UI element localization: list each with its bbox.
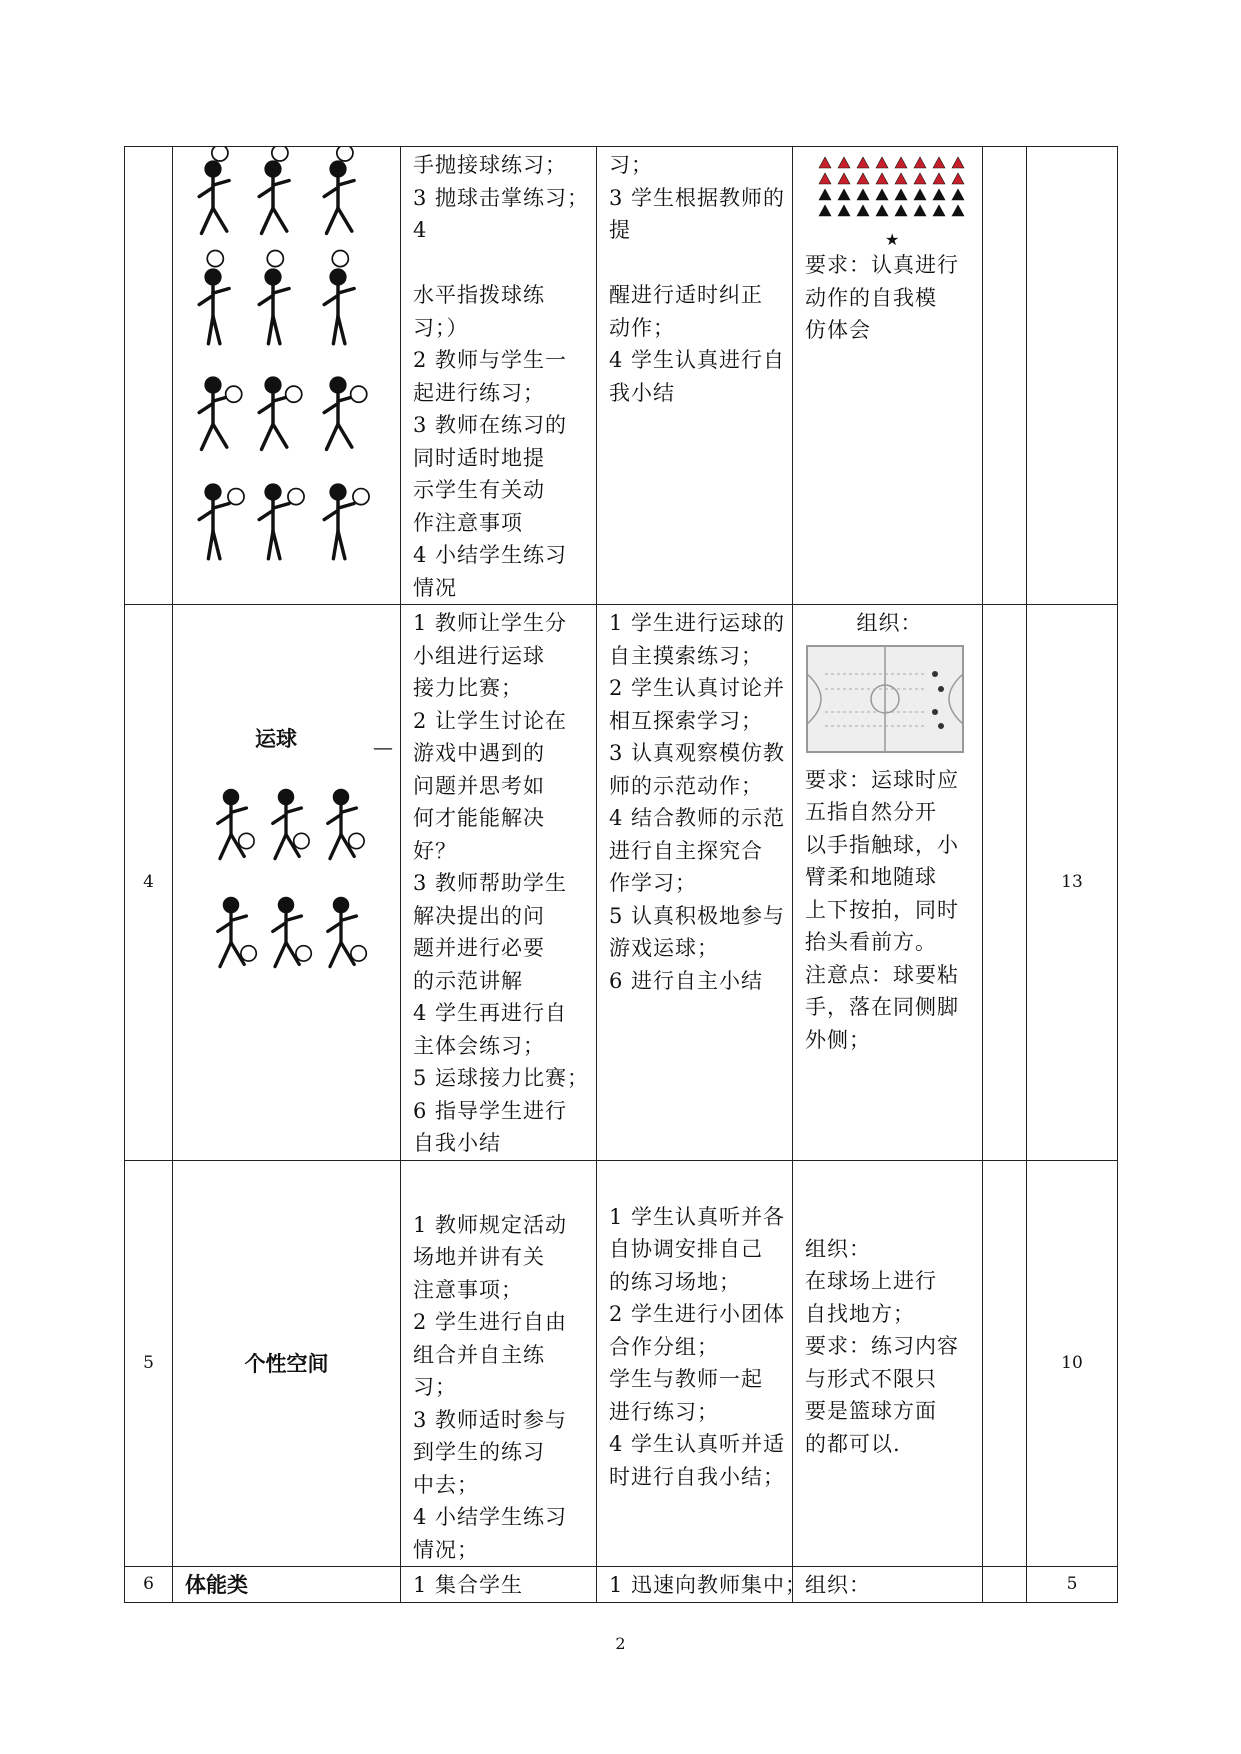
text-line: 习； xyxy=(413,1375,457,1399)
student-triangle-icon xyxy=(952,157,964,168)
player-figure-icon xyxy=(324,147,354,233)
page-number: 2 xyxy=(615,1634,626,1653)
text-line: 小组进行运球 xyxy=(413,643,545,668)
student-triangle-icon xyxy=(914,189,926,200)
content-cell xyxy=(173,147,401,605)
student-activity-cell xyxy=(597,147,793,605)
text-line: 醒进行适时纠正 xyxy=(609,283,763,307)
court-diagram-icon xyxy=(805,644,965,754)
empty-cell xyxy=(983,605,1027,1161)
text-line: 要求：练习内容 xyxy=(805,1334,959,1358)
text-line: 注意点：球要粘 xyxy=(805,962,959,987)
text-line: 3 抛球击掌练习； xyxy=(413,185,590,210)
text-line: 中去； xyxy=(413,1472,479,1497)
teaching-method-cell xyxy=(401,1160,597,1567)
student-triangle-icon xyxy=(876,157,888,168)
row-number: 6 xyxy=(125,1567,173,1603)
text-line: 上下按拍，同时 xyxy=(805,897,959,922)
player-figure-icon xyxy=(218,790,254,858)
time-cell: 10 xyxy=(1027,1160,1118,1567)
text-line: 相互探索学习； xyxy=(609,708,763,733)
player-figure-icon xyxy=(328,898,367,966)
text-line: 五指自然分开 xyxy=(805,800,937,824)
player-figure-icon xyxy=(259,251,289,344)
text-line: 作学习； xyxy=(609,871,697,895)
player-figure-icon xyxy=(199,485,244,559)
player-figure-icon xyxy=(199,378,242,449)
text-line: 3 认真观察模仿教 xyxy=(609,741,786,765)
student-triangle-icon xyxy=(952,205,964,216)
text-line: 4 学生认真进行自 xyxy=(609,348,786,372)
student-triangle-icon xyxy=(933,173,945,184)
student-triangle-icon xyxy=(952,189,964,200)
text-line: 2 学生进行小团体 xyxy=(609,1302,786,1326)
text-line: 4 学生再进行自 xyxy=(413,1001,568,1025)
content-title: 运球 xyxy=(255,727,297,751)
text-line: 情况 xyxy=(413,575,457,600)
player-figure-icon xyxy=(218,898,256,966)
text-line: 在球场上进行 xyxy=(805,1269,937,1293)
text-line: 合作分组； xyxy=(609,1334,719,1359)
text-line: 的示范讲解 xyxy=(413,968,523,993)
text-line: 进行练习； xyxy=(609,1399,719,1424)
content-title: 体能类 xyxy=(185,1573,248,1598)
text-line: 好？ xyxy=(413,838,457,863)
student-triangle-icon xyxy=(933,157,945,168)
text-line: 2 让学生讨论在 xyxy=(413,708,568,733)
text-line: 1 教师让学生分 xyxy=(413,611,568,635)
student-triangle-icon xyxy=(819,205,831,216)
player-figure-icon xyxy=(259,378,302,449)
student-triangle-icon xyxy=(857,189,869,200)
text-line: 3 学生根据教师的 xyxy=(609,185,786,210)
student-triangle-icon xyxy=(857,157,869,168)
time-cell xyxy=(1027,147,1118,605)
text-line: 4 小结学生练习 xyxy=(413,1505,568,1529)
text-line: 组合并自主练 xyxy=(413,1342,545,1367)
text-line: 6 进行自主小结 xyxy=(609,968,764,993)
text-line: 1 学生认真听并各 xyxy=(609,1204,786,1229)
text-line: 提 xyxy=(609,218,631,242)
student-triangle-icon xyxy=(895,189,907,200)
text-line: 师的示范动作； xyxy=(609,773,763,798)
text-line: 4 学生认真听并适 xyxy=(609,1432,786,1456)
text-line: 组织： xyxy=(805,1573,871,1597)
text-line: 情况； xyxy=(413,1537,479,1562)
time-cell: 13 xyxy=(1027,605,1118,1161)
student-triangle-icon xyxy=(914,157,926,168)
juggling-figures-icon xyxy=(173,147,399,587)
text-line: 要求：运球时应 xyxy=(805,767,959,792)
text-line: 水平指拨球练 xyxy=(413,283,545,307)
text-line: 自协调安排自己 xyxy=(609,1237,763,1261)
text-line: 自主摸索练习； xyxy=(609,643,763,668)
organization-cell xyxy=(793,605,983,1161)
student-triangle-icon xyxy=(838,173,850,184)
text-line: 我小结 xyxy=(609,380,675,405)
student-triangle-icon xyxy=(952,173,964,184)
text-line: 3 教师适时参与 xyxy=(413,1407,568,1432)
student-activity-cell xyxy=(597,1160,793,1567)
text-line: 动作的自我模 xyxy=(805,285,937,310)
student-triangle-icon xyxy=(819,157,831,168)
text-line xyxy=(609,247,784,280)
text-line: 学生与教师一起 xyxy=(609,1367,763,1391)
text-line: 手，落在同侧脚 xyxy=(805,995,959,1019)
teaching-method-cell xyxy=(401,147,597,605)
student-triangle-icon xyxy=(857,173,869,184)
player-figure-icon xyxy=(199,251,229,344)
text-line: 时进行自我小结； xyxy=(609,1464,785,1489)
text-line: 以手指触球，小 xyxy=(805,832,959,857)
student-activity-cell xyxy=(597,605,793,1161)
content-cell xyxy=(173,1160,401,1567)
text-line: 4 结合教师的示范 xyxy=(609,806,786,830)
student-triangle-icon xyxy=(876,205,888,216)
text-line: 1 教师规定活动 xyxy=(413,1212,568,1237)
text-line: 4 xyxy=(413,218,428,242)
text-line: 1 集合学生 xyxy=(413,1573,524,1597)
text-line: 主体会练习； xyxy=(413,1033,545,1058)
content-cell xyxy=(173,605,401,1161)
student-triangle-icon xyxy=(933,205,945,216)
student-triangle-icon xyxy=(895,157,907,168)
student-triangle-icon xyxy=(876,189,888,200)
empty-cell xyxy=(983,147,1027,605)
student-triangle-icon xyxy=(895,173,907,184)
text-line: 何才能能解决 xyxy=(413,806,545,830)
text-line: 题并进行必要 xyxy=(413,936,545,960)
student-activity-cell xyxy=(597,1567,808,1603)
text-line: 习；） xyxy=(413,315,469,340)
text-line: 的练习场地； xyxy=(609,1269,741,1294)
text-line: 4 小结学生练习 xyxy=(413,543,568,567)
empty-cell xyxy=(983,1567,1027,1603)
organization-cell xyxy=(793,147,983,605)
text-line: 2 教师与学生一 xyxy=(413,348,568,372)
organization-heading: 组织： xyxy=(856,611,923,635)
organization-cell xyxy=(793,1567,983,1603)
text-line: 外侧； xyxy=(805,1027,871,1052)
dash-mark: — xyxy=(373,735,393,759)
student-triangle-icon xyxy=(838,157,850,168)
row-number: 4 xyxy=(125,605,173,1161)
player-figure-icon xyxy=(324,378,367,449)
text-line: 1 学生进行运球的 xyxy=(609,611,786,635)
player-figure-icon xyxy=(273,790,309,858)
table-row xyxy=(125,605,1118,1161)
player-figure-icon xyxy=(199,147,229,233)
table-row xyxy=(125,1567,1118,1603)
player-figure-icon xyxy=(259,147,289,233)
player-figure-icon xyxy=(324,251,354,344)
text-line: 习； xyxy=(609,153,653,177)
text-line: 5 运球接力比赛； xyxy=(413,1066,590,1090)
text-line: 注意事项； xyxy=(413,1277,523,1302)
text-line: 组织： xyxy=(805,1236,871,1261)
student-triangle-icon xyxy=(895,205,907,216)
player-figure-icon xyxy=(328,790,364,858)
text-line: 手抛接球练习； xyxy=(413,153,567,177)
player-figure-icon xyxy=(324,485,369,559)
text-line: 到学生的练习 xyxy=(413,1440,545,1464)
text-line: 仿体会 xyxy=(805,318,871,342)
lesson-plan-table xyxy=(124,146,1118,1603)
text-line: 臂柔和地随球 xyxy=(805,865,937,889)
text-line: 6 指导学生进行 xyxy=(413,1098,568,1123)
teaching-method-cell xyxy=(401,1567,597,1603)
empty-cell xyxy=(983,1160,1027,1567)
text-line: 场地并讲有关 xyxy=(413,1245,545,1269)
text-line: 的都可以. xyxy=(805,1431,901,1456)
student-triangle-icon xyxy=(838,205,850,216)
row-number xyxy=(125,147,173,605)
text-line: 3 教师帮助学生 xyxy=(413,871,568,895)
text-line: 1 迅速向教师集中； xyxy=(609,1573,808,1597)
text-line: 起进行练习； xyxy=(413,380,545,405)
table-row xyxy=(125,1160,1118,1567)
student-triangle-icon xyxy=(819,173,831,184)
time-cell: 5 xyxy=(1027,1567,1118,1603)
text-line: 接力比赛； xyxy=(413,676,523,700)
table-row xyxy=(125,147,1118,605)
text-line: 抬头看前方。 xyxy=(805,930,937,954)
organization-cell xyxy=(793,1160,983,1567)
text-line: 进行自主探究合 xyxy=(609,838,763,863)
player-figure-icon xyxy=(259,485,304,559)
student-triangle-icon xyxy=(838,189,850,200)
text-line: 示学生有关动 xyxy=(413,478,545,502)
text-line: 同时适时地提 xyxy=(413,445,545,470)
text-line: 2 学生进行自由 xyxy=(413,1310,568,1334)
text-line: 作注意事项 xyxy=(413,510,523,535)
dribbling-figures-icon xyxy=(201,787,381,1007)
row-number: 5 xyxy=(125,1160,173,1567)
content-cell xyxy=(173,1567,401,1603)
text-line xyxy=(413,247,588,280)
text-line: 3 教师在练习的 xyxy=(413,413,568,437)
text-line: 游戏中遇到的 xyxy=(413,741,545,765)
teaching-method-cell xyxy=(401,605,597,1161)
formation-triangles-icon xyxy=(805,149,975,249)
player-figure-icon xyxy=(273,898,312,966)
text-line: 解决提出的问 xyxy=(413,903,545,928)
text-line: 自我小结 xyxy=(413,1131,501,1155)
text-line: 动作； xyxy=(609,315,675,340)
text-line: 要是篮球方面 xyxy=(805,1399,937,1423)
text-line: 问题并思考如 xyxy=(413,773,545,798)
content-title: 个性空间 xyxy=(244,1352,329,1377)
student-triangle-icon xyxy=(914,173,926,184)
student-triangle-icon xyxy=(933,189,945,200)
student-triangle-icon xyxy=(876,173,888,184)
text-line: 2 学生认真讨论并 xyxy=(609,676,786,700)
student-triangle-icon xyxy=(857,205,869,216)
text-line: 自找地方； xyxy=(805,1301,915,1326)
text-line: 与形式不限只 xyxy=(805,1366,937,1391)
text-line: 5 认真积极地参与 xyxy=(609,903,786,928)
text-line: 要求：认真进行 xyxy=(805,253,959,277)
teacher-star-icon: ★ xyxy=(885,230,901,249)
student-triangle-icon xyxy=(914,205,926,216)
student-triangle-icon xyxy=(819,189,831,200)
text-line: 游戏运球； xyxy=(609,936,719,960)
